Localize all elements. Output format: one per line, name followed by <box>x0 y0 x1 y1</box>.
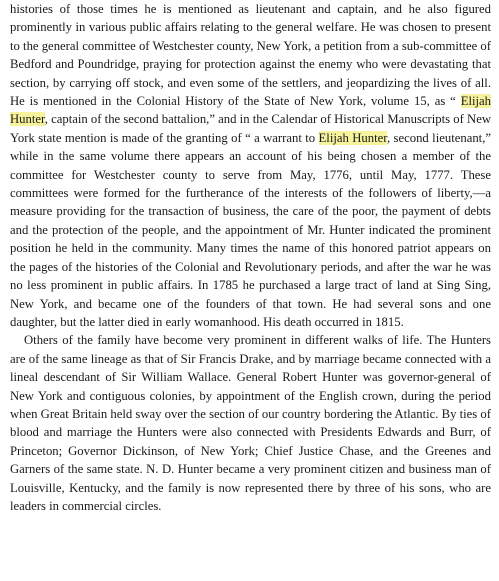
paragraph-2 <box>10 331 491 515</box>
highlighted-name: Elijah Hunter <box>10 94 491 127</box>
paragraph-1 <box>10 0 491 331</box>
highlighted-name: Elijah Hunter <box>318 130 387 145</box>
text-segment: Others of the family have become very prominent in different walks of life. The Hunters are of the same lineage as that of Sir Francis Drake, and by marriage became connected with a lineal descendant of Sir William Wallace. General Robert Hunter was governor-general of New York and contiguous colonies, by appointment of the English crown, during the period when Great Britain held sway over the section of our country bordering the Atlantic. By ties of blood and marriage the Hunters were also connected with Presidents Edwards and Burr, of Princeton; Governor Dickinson, of New York; Chief Justice Chase, and the Greenes and Garners of the same state. N. D. Hunter became a very prominent citizen and business man of Louisville, Kentucky, and the family is now represented there by three of his sons, who are leaders in commercial circles. <box>10 333 491 513</box>
text-segment: , second lieutenant,” while in the same volume there appears an account of his being chosen a member of the committee for Westchester county to serve from May, 1776, until May, 1777. These committees were formed for the furtherance of the interests of the followers of liberty,—a measure providing for the transaction of business, the care of the poor, the payment of debts and the protection of the people, and the appointment of Mr. Hunter indicated the prominent position he held in the community. Many times the name of this honored patriot appears on the pages of the histories of the Colonial and Revolutionary periods, and after the war he was no less prominent in public affairs. In 1785 he purchased a large tract of land at Sing Sing, New York, and became one of the founders of that town. He had several sons and one daughter, but the latter died in early womanhood. His death occurred in 1815. <box>10 130 491 329</box>
text-segment: histories of those times he is mentioned as lieutenant and captain, and he also figured prominently in various public affairs relating to the general welfare. He was chosen to present to the general committee of Westchester county, New York, a petition from a sub-committee of Bedford and Poundridge, praying for protection against the enemy who were devastating that section, by carrying off stock, and even some of the settlers, and jeopardizing the lives of all. He is mentioned in the Colonial History of the State of New York, volume 15, as “ <box>10 2 491 109</box>
text-segment: , captain of the second battalion,” and in the Calendar of Historical Manuscripts of New York state mention is made of the granting of “ a warrant to <box>10 112 491 145</box>
